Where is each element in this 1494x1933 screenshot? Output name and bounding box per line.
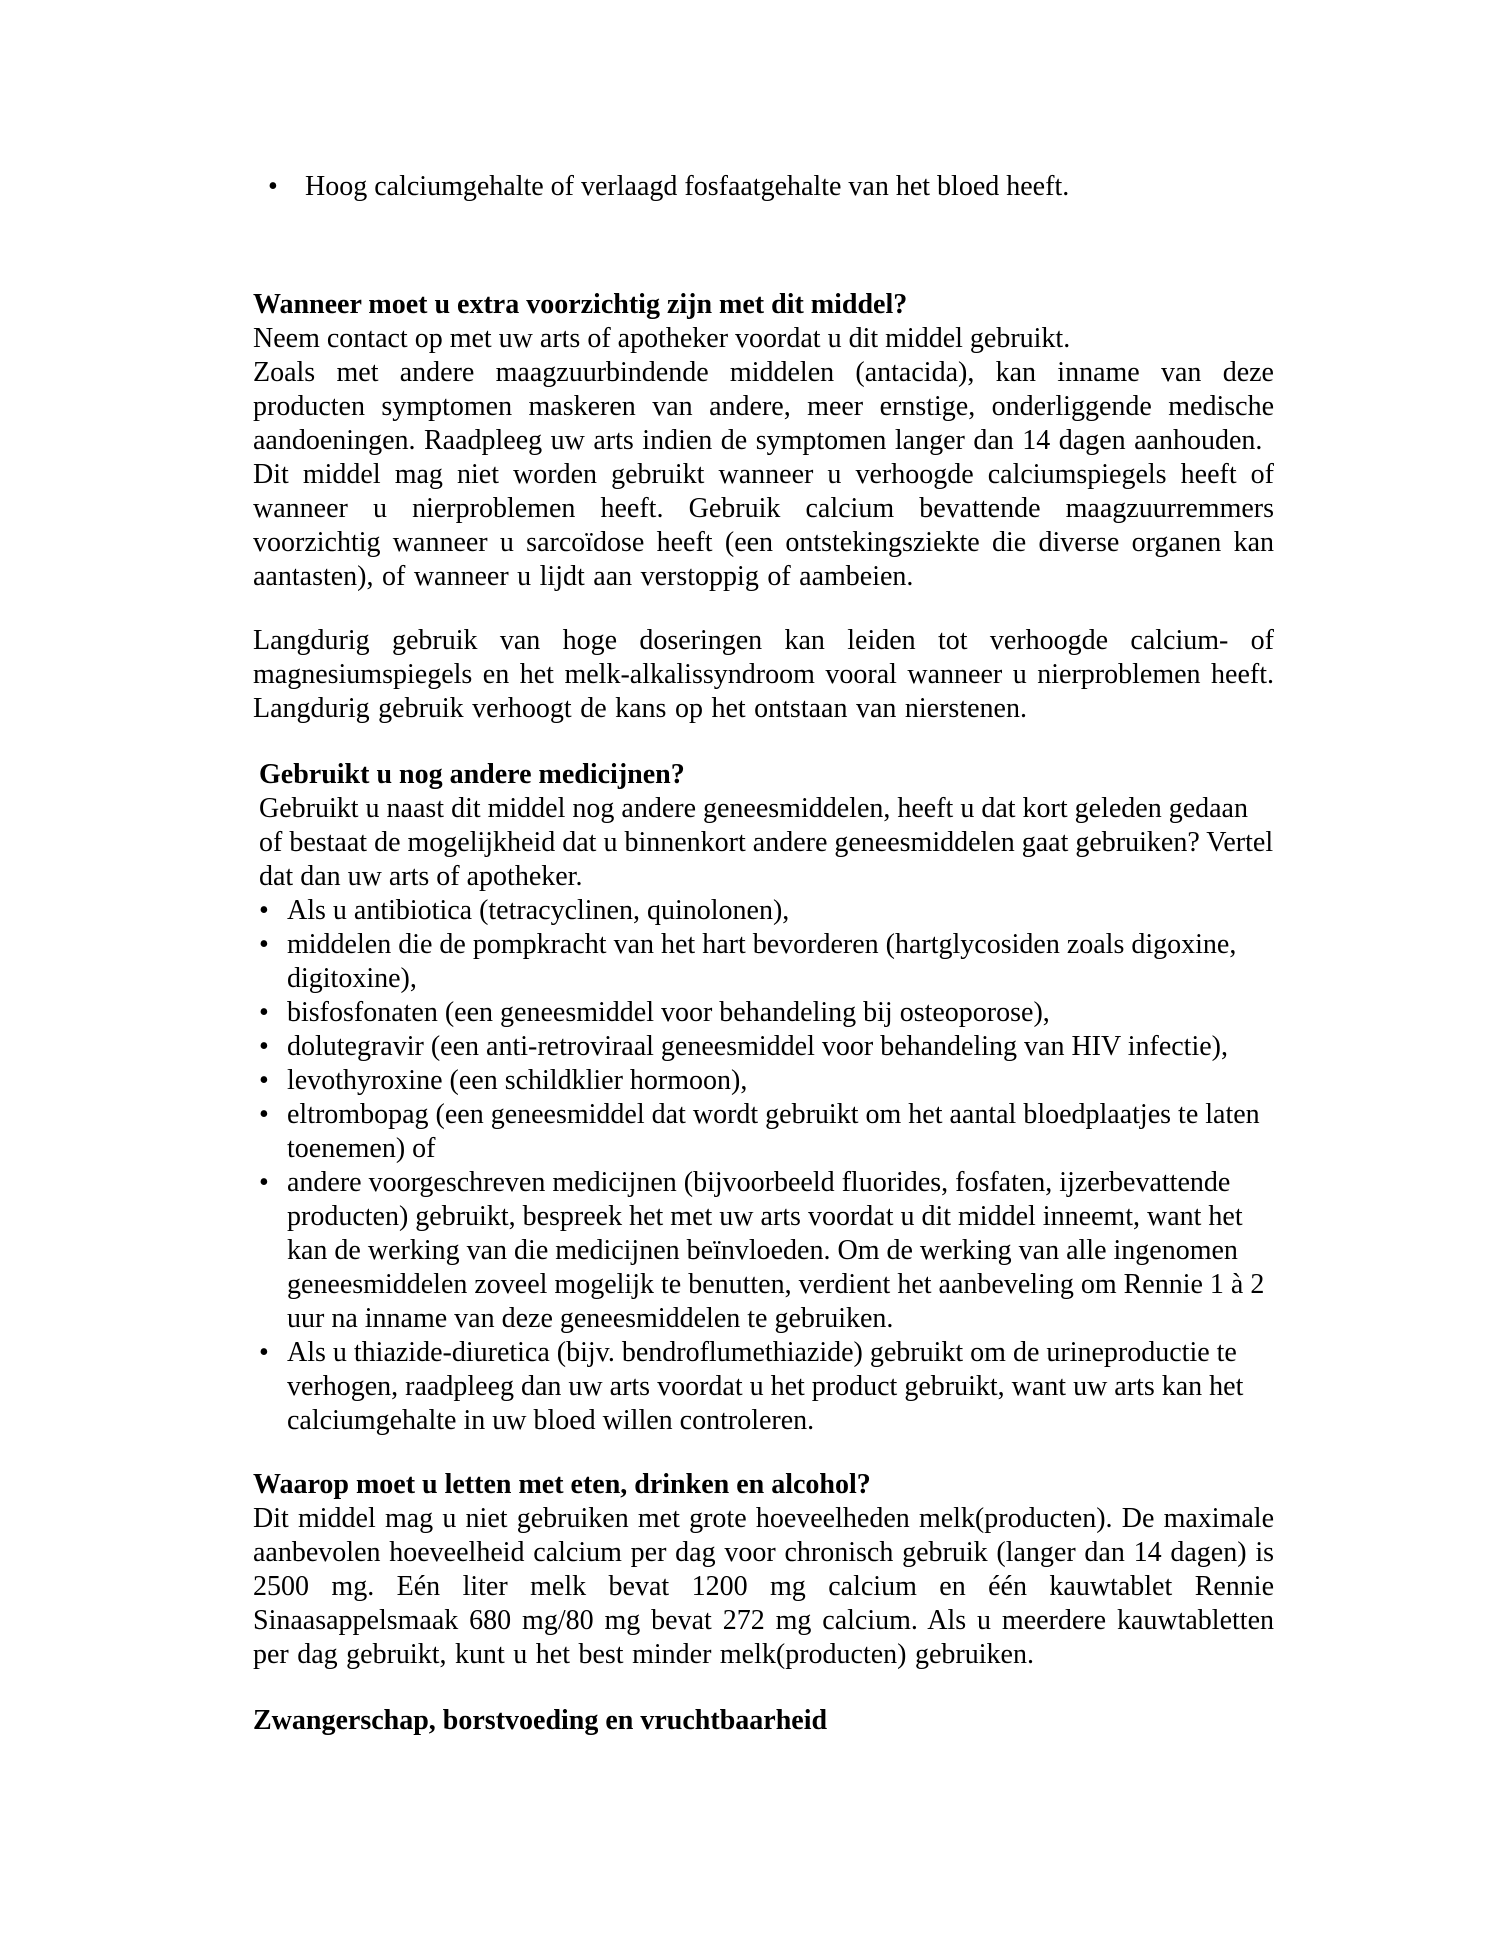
list-item (259, 1166, 1274, 1336)
paragraph-neem-contact: Neem contact op met uw arts of apotheker voordat u dit middel gebruikt. (253, 323, 1071, 354)
section-heading-zwangerschap: Zwangerschap, borstvoeding en vruchtbaarheid (253, 1705, 828, 1736)
list-item-text: bisfosfonaten (een geneesmiddel voor behandeling bij osteoporose), (287, 997, 1050, 1028)
list-item (259, 1030, 1274, 1064)
bullet-icon: • (259, 929, 269, 960)
list-item-text: Als u antibiotica (tetracyclinen, quinolonen), (287, 895, 790, 926)
section-heading-voorzichtig: Wanneer moet u extra voorzichtig zijn met dit middel? (253, 289, 908, 320)
list-item (253, 170, 1274, 204)
bullet-icon: • (268, 171, 278, 202)
paragraph-antacida: Zoals met andere maagzuurbindende middelen (antacida), kan inname van deze producten symptomen maskeren van andere, meer ernstige, onderliggende medische aandoeningen. Raadpleeg uw arts indien de symptomen langer dan 14 dagen aanhouden. (253, 357, 1274, 456)
list-item-text: andere voorgeschreven medicijnen (bijvoorbeeld fluorides, fosfaten, ijzerbevattende producten) gebruikt, bespreek het met uw arts voordat u dit middel inneemt, want het kan de werking van die medicijnen beïnvloeden. Om de werking van alle ingenomen geneesmiddelen zoveel mogelijk te benutten, verdient het aanbeveling om Rennie 1 à 2 uur na inname van deze geneesmiddelen te gebruiken. (287, 1167, 1265, 1334)
section-heading-eten-drinken: Waarop moet u letten met eten, drinken en alcohol? (253, 1469, 871, 1500)
list-item-text: middelen die de pompkracht van het hart bevorderen (hartglycosiden zoals digoxine, digitoxine), (287, 929, 1237, 994)
list-item (259, 1098, 1274, 1166)
intro-bullet-list (253, 170, 1274, 204)
list-item-text: Hoog calciumgehalte of verlaagd fosfaatgehalte van het bloed heeft. (305, 171, 1070, 202)
bullet-icon: • (259, 1099, 269, 1130)
list-item (259, 894, 1274, 928)
bullet-icon: • (259, 895, 269, 926)
bullet-icon: • (259, 997, 269, 1028)
list-item-text: Als u thiazide-diuretica (bijv. bendroflumethiazide) gebruikt om de urineproductie te verhogen, raadpleeg dan uw arts voordat u het product gebruikt, want uw arts kan het calciumgehalte in uw bloed willen controleren. (287, 1337, 1244, 1436)
section-andere-medicijnen (259, 758, 1274, 1438)
list-item (259, 928, 1274, 996)
bullet-icon: • (259, 1031, 269, 1062)
paragraph-niet-gebruiken: Dit middel mag niet worden gebruikt wanneer u verhoogde calciumspiegels heeft of wanneer u nierproblemen heeft. Gebruik calcium bevattende maagzuurremmers voorzichtig wanneer u sarcoïdose heeft (een ontstekingsziekte die diverse organen kan aantasten), of wanneer u lijdt aan verstoppig of aambeien. (253, 459, 1274, 592)
bullet-icon: • (259, 1065, 269, 1096)
paragraph-andere-medicijnen-intro: Gebruikt u naast dit middel nog andere geneesmiddelen, heeft u dat kort geleden gedaan of bestaat de mogelijkheid dat u binnenkort andere geneesmiddelen gaat gebruiken? Vertel dat dan uw arts of apotheker. (259, 793, 1274, 892)
medicines-bullet-list (259, 894, 1274, 1438)
list-item-text: dolutegravir (een anti-retroviraal geneesmiddel voor behandeling van HIV infectie), (287, 1031, 1228, 1062)
list-item-text: levothyroxine (een schildklier hormoon), (287, 1065, 748, 1096)
paragraph-melk: Dit middel mag u niet gebruiken met grote hoeveelheden melk(producten). De maximale aanbevolen hoeveelheid calcium per dag voor chronisch gebruik (langer dan 14 dagen) is 2500 mg. Eén liter melk bevat 1200 mg calcium en één kauwtablet Rennie Sinaasappelsmaak 680 mg/80 mg bevat 272 mg calcium. Als u meerdere kauwtabletten per dag gebruikt, kunt u het best minder melk(producten) gebruiken. (253, 1503, 1274, 1670)
section-heading-andere-medicijnen: Gebruikt u nog andere medicijnen? (259, 759, 685, 790)
list-item-text: eltrombopag (een geneesmiddel dat wordt gebruikt om het aantal bloedplaatjes te laten toenemen) of (287, 1099, 1260, 1164)
list-item (259, 1336, 1274, 1438)
paragraph-langdurig: Langdurig gebruik van hoge doseringen kan leiden tot verhoogde calcium- of magnesiumspiegels en het melk-alkalissyndroom vooral wanneer u nierproblemen heeft. Langdurig gebruik verhoogt de kans op het ontstaan van nierstenen. (253, 625, 1274, 724)
bullet-icon: • (259, 1337, 269, 1368)
bullet-icon: • (259, 1167, 269, 1198)
list-item (259, 996, 1274, 1030)
list-item (259, 1064, 1274, 1098)
